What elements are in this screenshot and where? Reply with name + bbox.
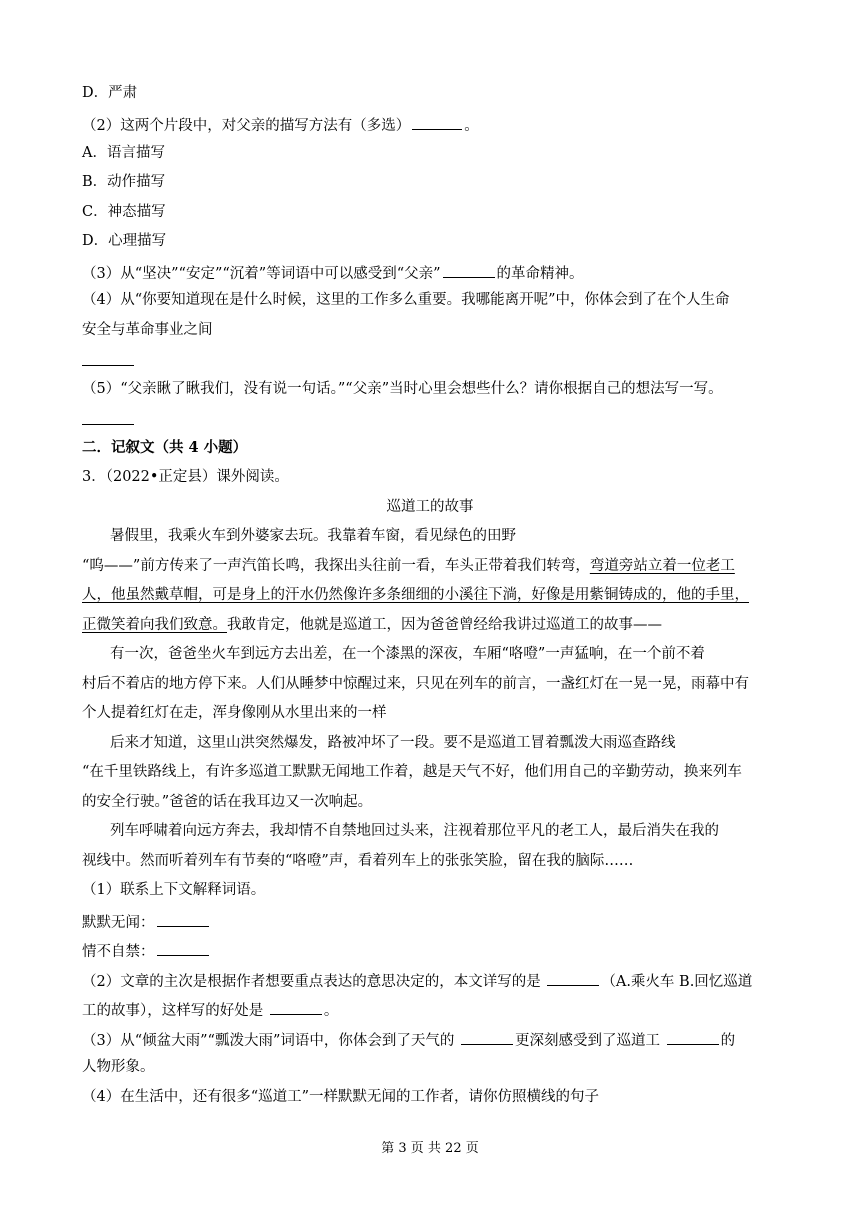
question-3-end: 的革命精神。 xyxy=(496,266,584,282)
passage-line: 的安全行驶。”爸爸的话在我耳边又一次响起。 xyxy=(82,794,373,810)
word-label: 默默无闻： xyxy=(82,915,155,931)
option-d: D．心理描写 xyxy=(82,233,167,249)
sub-question-2-line-2 xyxy=(82,998,338,1021)
question-text: 工的故事），这样写的好处是 xyxy=(82,1003,264,1019)
word-label: 情不自禁： xyxy=(82,944,155,960)
sub-question-1: （1）联系上下文解释词语。 xyxy=(82,882,266,898)
answer-blank[interactable] xyxy=(412,113,462,130)
sub-question-3-line-2: 人物形象。 xyxy=(82,1059,155,1075)
answer-blank-4[interactable] xyxy=(82,365,134,366)
question-text: （2）文章的主次是根据作者想要重点表达的意思决定的，本文详写的是 xyxy=(82,974,541,990)
answer-blank[interactable] xyxy=(157,910,209,927)
answer-blank[interactable] xyxy=(443,261,495,278)
passage-line: 列车呼啸着向远方奔去，我却情不自禁地回过头来，注视着那位平凡的老工人，最后消失在我的 xyxy=(110,823,719,839)
passage-title: 巡道工的故事 xyxy=(386,499,474,515)
sub-question-2 xyxy=(82,969,752,992)
question-text: （3）从“倾盆大雨”“瓢泼大雨”词语中，你体会到了天气的 xyxy=(82,1033,455,1049)
sub-question-4: （4）在生活中，还有很多“巡道工”一样默默无闻的工作者，请你仿照横线的句子 xyxy=(82,1089,600,1105)
option-d-stern: D．严肃 xyxy=(82,85,138,101)
passage-line xyxy=(82,615,662,635)
page-footer: 第 3 页 共 22 页 xyxy=(381,1141,479,1156)
passage-line xyxy=(82,556,735,576)
answer-blank[interactable] xyxy=(270,998,322,1015)
section-heading: 二．记叙文（共 4 小题） xyxy=(82,439,248,456)
passage-line: 有一次，爸爸坐火车到远方去出差，在一个漆黑的深夜，车厢“咯噔”一声猛响，在一个前不着 xyxy=(110,646,705,662)
question-3 xyxy=(82,261,584,284)
passage-line: “在千里铁路线上，有许多巡道工默默无闻地工作着，越是天气不好，他们用自己的辛勤劳动，换来列车 xyxy=(82,764,742,780)
option-c: C．神态描写 xyxy=(82,204,166,220)
passage-text: 我敢肯定，他就是巡道工，因为爸爸曾经给我讲过巡道工的故事—— xyxy=(227,617,662,633)
word-explain xyxy=(82,910,211,933)
passage-line: 暑假里，我乘火车到外婆家去玩。我靠着车窗，看见绿色的田野 xyxy=(110,528,516,544)
underlined-sentence: 正微笑着向我们致意。 xyxy=(82,617,227,633)
word-explain xyxy=(82,939,211,962)
option-b: B．动作描写 xyxy=(82,174,166,190)
passage-line: 视线中。然而听着列车有节奏的“咯噔”声，看着列车上的张张笑脸，留在我的脑际…… xyxy=(82,853,634,869)
passage-text: “呜——”前方传来了一声汽笛长鸣，我探出头往前一看，车头正带着我们转弯， xyxy=(82,558,590,574)
question-3-text: （3）从“坚决”“安定”“沉着”等词语中可以感受到“父亲” xyxy=(82,266,441,282)
option-a: A．语言描写 xyxy=(82,145,165,161)
answer-blank[interactable] xyxy=(667,1028,719,1045)
underlined-sentence: 弯道旁站立着一位老工 xyxy=(589,558,735,574)
question-4-line-1: （4）从“你要知道现在是什么时候，这里的工作多么重要。我哪能离开呢”中，你体会到了在个人生命 xyxy=(82,292,730,308)
question-text: 更深刻感受到了巡道工 xyxy=(514,1033,660,1049)
question-text: （A.乘火车 B.回忆巡道 xyxy=(601,974,753,990)
passage-line: 村后不着店的地方停下来。人们从睡梦中惊醒过来，只见在列车的前言，一盏红灯在一晃一晃，雨幕中有 xyxy=(82,676,749,692)
question-5: （5）“父亲瞅了瞅我们，没有说一句话。”“父亲”当时心里会想些什么？请你根据自己的想法写一写。 xyxy=(82,381,723,397)
question-text: 的 xyxy=(720,1033,736,1049)
answer-blank[interactable] xyxy=(157,939,209,956)
question-text: 。 xyxy=(323,1003,339,1019)
question-2-text: （2）这两个片段中，对父亲的描写方法有（多选） xyxy=(82,118,411,134)
question-4-line-2: 安全与革命事业之间 xyxy=(82,322,213,338)
question-2-end: 。 xyxy=(464,118,479,134)
question-2 xyxy=(82,113,479,136)
passage-line: 个人提着红灯在走，浑身像刚从水里出来的一样 xyxy=(82,705,387,721)
answer-blank[interactable] xyxy=(547,969,599,986)
passage-line: 后来才知道，这里山洪突然爆发，路被冲坏了一段。要不是巡道工冒着瓢泼大雨巡查路线 xyxy=(110,735,676,751)
question-3-header: 3．（2022•正定县）课外阅读。 xyxy=(82,469,289,485)
underlined-sentence: 人，他虽然戴草帽，可是身上的汗水仍然像许多条细细的小溪往下淌，好像是用紫铜铸成的，他的手里， xyxy=(82,587,749,603)
answer-blank[interactable] xyxy=(461,1028,513,1045)
sub-question-3 xyxy=(82,1028,735,1051)
answer-blank-5[interactable] xyxy=(82,424,134,425)
